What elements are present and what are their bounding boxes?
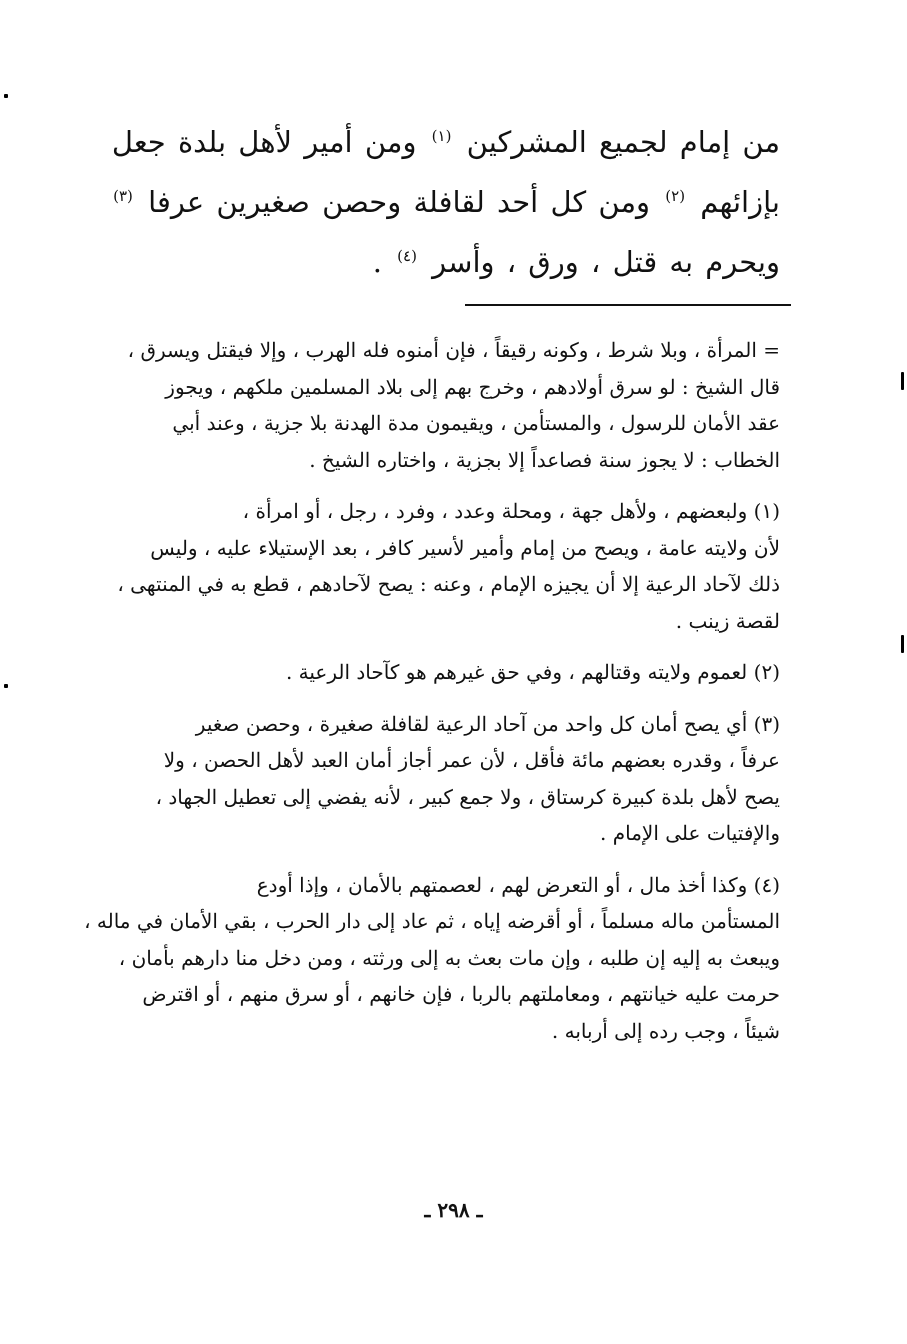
footnote-continuation <box>66 332 780 478</box>
footnote-line: المستأمن ماله مسلماً ، أو أقرضه إياه ، ثم عاد إلى دار الحرب ، بقي الأمان في ماله ، <box>84 909 780 933</box>
footnote-line: = المرأة ، وبلا شرط ، وكونه رقيقاً ، فإن أمنوه فله الهرب ، وإلا فيقتل ويسرق ، <box>127 338 780 362</box>
footnote-line: (٣) أي يصح أمان كل واحد من آحاد الرعية لقافلة صغيرة ، وحصن صغير <box>195 711 780 736</box>
footnote-line: والإفتيات على الإمام . <box>600 821 780 845</box>
main-text-segment: ومن كل أحد لقافلة وحصن صغيرين عرفا <box>148 185 651 219</box>
footnote-line: (٤) وكذا أخذ مال ، أو التعرض لهم ، لعصمتهم بالأمان ، وإذا أودع <box>256 872 780 897</box>
footnote-4 <box>66 867 780 1050</box>
footnote-line: (٢) لعموم ولايته وقتالهم ، وفي حق غيرهم هو كآحاد الرعية . <box>285 660 780 684</box>
main-text-segment: . <box>372 245 382 279</box>
footnote-line: لقصة زينب . <box>675 608 780 633</box>
main-text-segment: ويحرم به قتل ، ورق ، وأسر <box>432 245 780 279</box>
footnote-line: (١) ولبعضهم ، ولأهل جهة ، ومحلة وعدد ، وفرد ، رجل ، أو امرأة ، <box>242 499 780 523</box>
main-text-segment: ومن أمير لأهل بلدة جعل <box>111 125 417 159</box>
footnote-line: ذلك لآحاد الرعية إلا أن يجيزه الإمام ، وعنه : يصح لآحادهم ، قطع به في المنتهى ، <box>117 572 780 596</box>
footnote-1 <box>66 493 780 639</box>
footnote-line: عرفاً ، وقدره بعضهم مائة فأقل ، لأن عمر أجاز أمان العبد لأهل الحصن ، ولا <box>163 748 780 772</box>
main-text <box>66 112 780 292</box>
margin-mark-middle <box>901 372 904 390</box>
footnote-line: قال الشيخ : لو سرق أولادهم ، وخرج بهم إلى بلاد المسلمين ملكهم ، ويجوز <box>165 374 780 399</box>
main-text-segment: بإزائهم <box>700 185 780 219</box>
footnote-line: ويبعث به إليه إن طلبه ، وإن مات بعث به إلى ورثته ، ومن دخل منا دارهم بأمان ، <box>118 945 780 970</box>
footnote-line: حرمت عليه خيانتهم ، ومعاملتهم بالربا ، فإن خانهم ، أو سرق منهم ، أو اقترض <box>142 982 780 1006</box>
margin-mark-left <box>4 684 8 688</box>
footnote-marker: (٤) <box>397 247 417 266</box>
main-text-line <box>66 232 780 292</box>
footnote-line: الخطاب : لا يجوز سنة فصاعداً إلا بجزية ، واختاره الشيخ . <box>309 447 780 472</box>
main-text-line <box>66 172 780 232</box>
main-text-segment: من إمام لجميع المشركين <box>466 125 780 159</box>
footnote-marker: (٢) <box>665 187 686 206</box>
footnote-line: لأن ولايته عامة ، ويصح من إمام وأمير لأسير كافر ، بعد الإستيلاء عليه ، وليس <box>150 535 780 560</box>
margin-mark-lower <box>901 635 904 653</box>
footnote-line: يصح لأهل بلدة كبيرة كرستاق ، ولا جمع كبير ، لأنه يفضي إلى تعطيل الجهاد ، <box>155 784 780 809</box>
footnote-3 <box>66 706 780 852</box>
page-number: ـ ٢٩٨ ـ <box>424 1198 483 1222</box>
footnotes <box>66 332 780 1064</box>
footnote-line: عقد الأمان للرسول ، والمستأمن ، ويقيمون مدة الهدنة بلا جزية ، وعند أبي <box>172 411 780 435</box>
main-text-line <box>66 112 780 172</box>
footnote-marker: (١) <box>431 127 452 146</box>
footnote-marker: (٣) <box>113 187 133 206</box>
margin-mark-top <box>4 94 8 98</box>
footnote-2 <box>66 654 780 691</box>
footnote-line: شيئاً ، وجب رده إلى أربابه . <box>551 1018 780 1043</box>
footnote-separator <box>465 304 791 306</box>
